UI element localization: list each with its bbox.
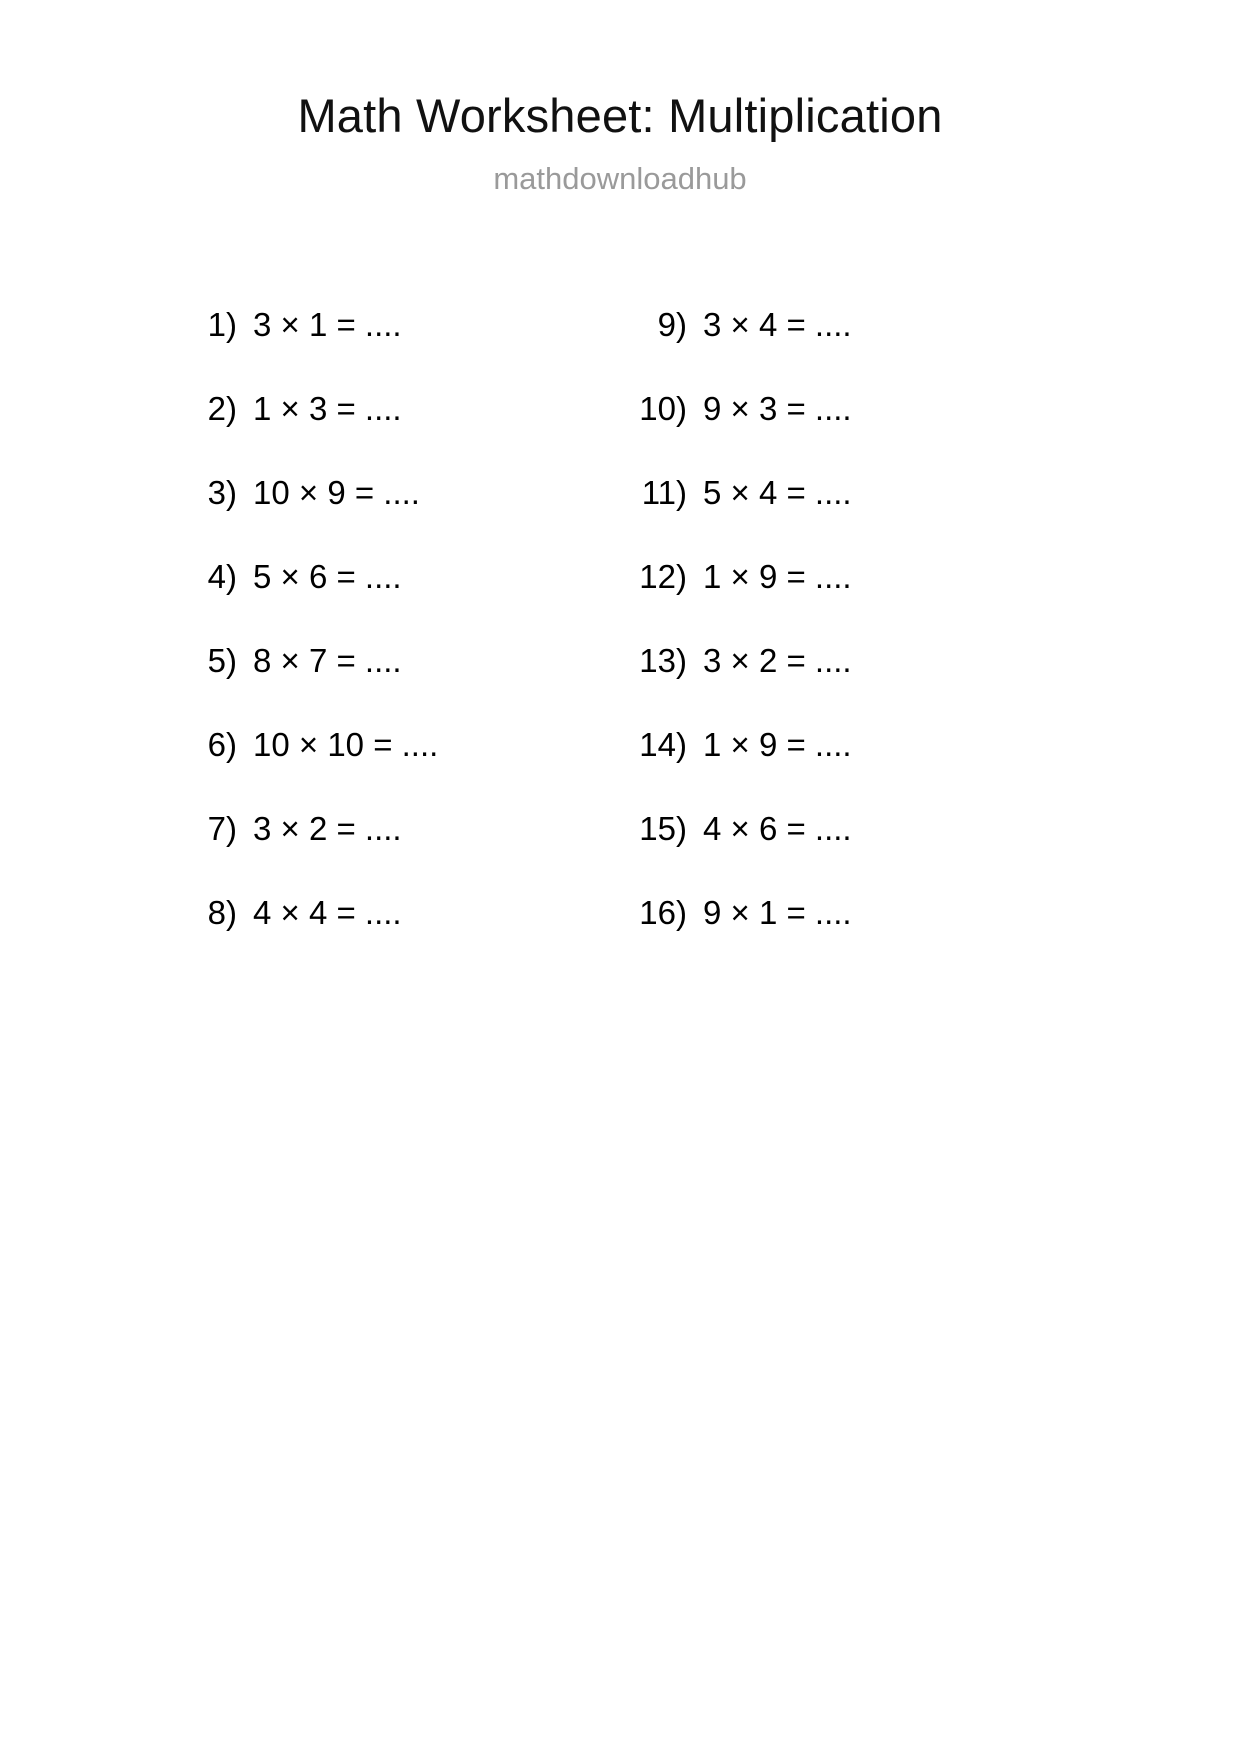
problem-item — [175, 367, 620, 451]
problem-column-right — [620, 283, 1070, 955]
problem-number: 8) — [207, 894, 237, 931]
problem-expression: 3 × 2 = .... — [703, 642, 852, 679]
problem-item — [620, 871, 1070, 955]
problem-item — [175, 871, 620, 955]
page-subtitle: mathdownloadhub — [493, 161, 747, 196]
problem-expression: 9 × 3 = .... — [703, 390, 852, 427]
problem-expression: 9 × 1 = .... — [703, 894, 852, 931]
problem-item — [620, 367, 1070, 451]
problem-item — [175, 703, 620, 787]
problem-number: 14) — [639, 726, 687, 763]
problem-item — [175, 451, 620, 535]
problem-column-left — [175, 283, 620, 955]
problem-number: 9) — [657, 306, 687, 343]
problem-number: 2) — [207, 390, 237, 427]
problem-number: 11) — [641, 474, 687, 511]
problem-expression: 5 × 6 = .... — [253, 558, 402, 595]
problem-expression: 3 × 4 = .... — [703, 306, 852, 343]
problem-item — [175, 787, 620, 871]
problem-expression: 8 × 7 = .... — [253, 642, 402, 679]
problem-number: 3) — [207, 474, 237, 511]
problem-item — [620, 283, 1070, 367]
problem-expression: 5 × 4 = .... — [703, 474, 852, 511]
problem-number: 12) — [639, 558, 687, 595]
problem-expression: 3 × 1 = .... — [253, 306, 402, 343]
problem-expression: 1 × 3 = .... — [253, 390, 402, 427]
problem-number: 13) — [639, 642, 687, 679]
problem-item — [175, 619, 620, 703]
problem-expression: 10 × 10 = .... — [253, 726, 439, 763]
problem-list — [0, 283, 1240, 955]
problem-item — [620, 535, 1070, 619]
problem-item — [620, 451, 1070, 535]
problem-number: 1) — [207, 306, 237, 343]
problem-item — [175, 535, 620, 619]
problem-number: 6) — [207, 726, 237, 763]
problem-item — [175, 283, 620, 367]
problem-expression: 3 × 2 = .... — [253, 810, 402, 847]
problem-expression: 1 × 9 = .... — [703, 558, 852, 595]
problem-expression: 10 × 9 = .... — [253, 474, 420, 511]
problem-expression: 4 × 6 = .... — [703, 810, 852, 847]
problem-expression: 4 × 4 = .... — [253, 894, 402, 931]
problem-number: 10) — [639, 390, 687, 427]
problem-number: 16) — [639, 894, 687, 931]
problem-item — [620, 619, 1070, 703]
problem-item — [620, 787, 1070, 871]
problem-number: 7) — [207, 810, 237, 847]
problem-item — [620, 703, 1070, 787]
problem-number: 5) — [207, 642, 237, 679]
problem-number: 4) — [207, 558, 237, 595]
page-title: Math Worksheet: Multiplication — [297, 89, 943, 142]
problem-expression: 1 × 9 = .... — [703, 726, 852, 763]
problem-number: 15) — [639, 810, 687, 847]
